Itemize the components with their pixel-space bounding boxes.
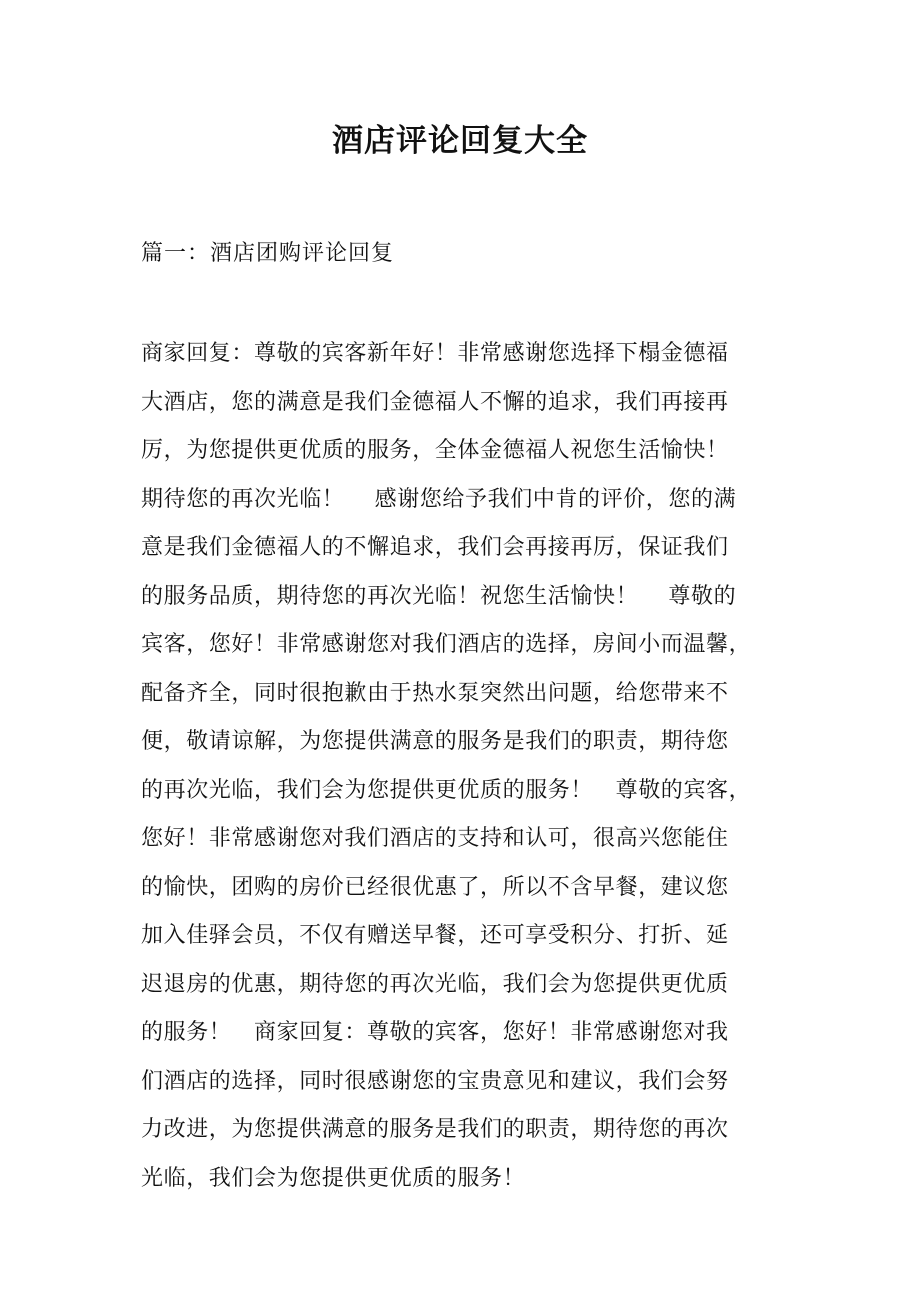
body-line: 光临，我们会为您提供更优质的服务！ — [141, 1165, 526, 1191]
body-line: 的愉快，团购的房价已经很优惠了，所以不含早餐，建议您 — [141, 874, 729, 900]
body-line: 您好！非常感谢您对我们酒店的支持和认可，很高兴您能住 — [141, 826, 729, 851]
body-line: 配备齐全，同时很抱歉由于热水泵突然出问题，给您带来不 — [141, 680, 729, 706]
body-line: 加入佳驿会员，不仅有赠送早餐，还可享受积分、打折、延 — [141, 923, 729, 948]
body-line: 大酒店，您的满意是我们金德福人不懈的追求，我们再接再 — [141, 389, 729, 415]
body-line: 的服务！ 商家回复：尊敬的宾客，您好！非常感谢您对我 — [141, 1020, 729, 1045]
body-line: 迟退房的优惠，期待您的再次光临，我们会为您提供更优质 — [141, 971, 729, 997]
body-line: 便，敬请谅解，为您提供满意的服务是我们的职责，期待您 — [141, 729, 729, 754]
body-line: 们酒店的选择，同时很感谢您的宝贵意见和建议，我们会努 — [141, 1068, 729, 1094]
section-heading: 篇一：酒店团购评论回复 — [141, 241, 395, 266]
body-line: 的服务品质，期待您的再次光临！祝您生活愉快！ 尊敬的 — [141, 583, 737, 609]
body-line: 意是我们金德福人的不懈追求，我们会再接再厉，保证我们 — [141, 535, 729, 560]
body-line: 厉，为您提供更优质的服务，全体金德福人祝您生活愉快！ — [141, 438, 729, 463]
body-line: 期待您的再次光临！ 感谢您给予我们中肯的评价，您的满 — [141, 486, 737, 512]
body-text — [141, 330, 801, 1203]
body-line: 宾客，您好！非常感谢您对我们酒店的选择，房间小而温馨， — [141, 632, 752, 657]
body-line: 商家回复：尊敬的宾客新年好！非常感谢您选择下榻金德福 — [141, 341, 729, 366]
body-line: 力改进，为您提供满意的服务是我们的职责，期待您的再次 — [141, 1117, 729, 1142]
body-line: 的再次光临，我们会为您提供更优质的服务！ 尊敬的宾客， — [141, 777, 752, 803]
document-title: 酒店评论回复大全 — [332, 123, 588, 159]
